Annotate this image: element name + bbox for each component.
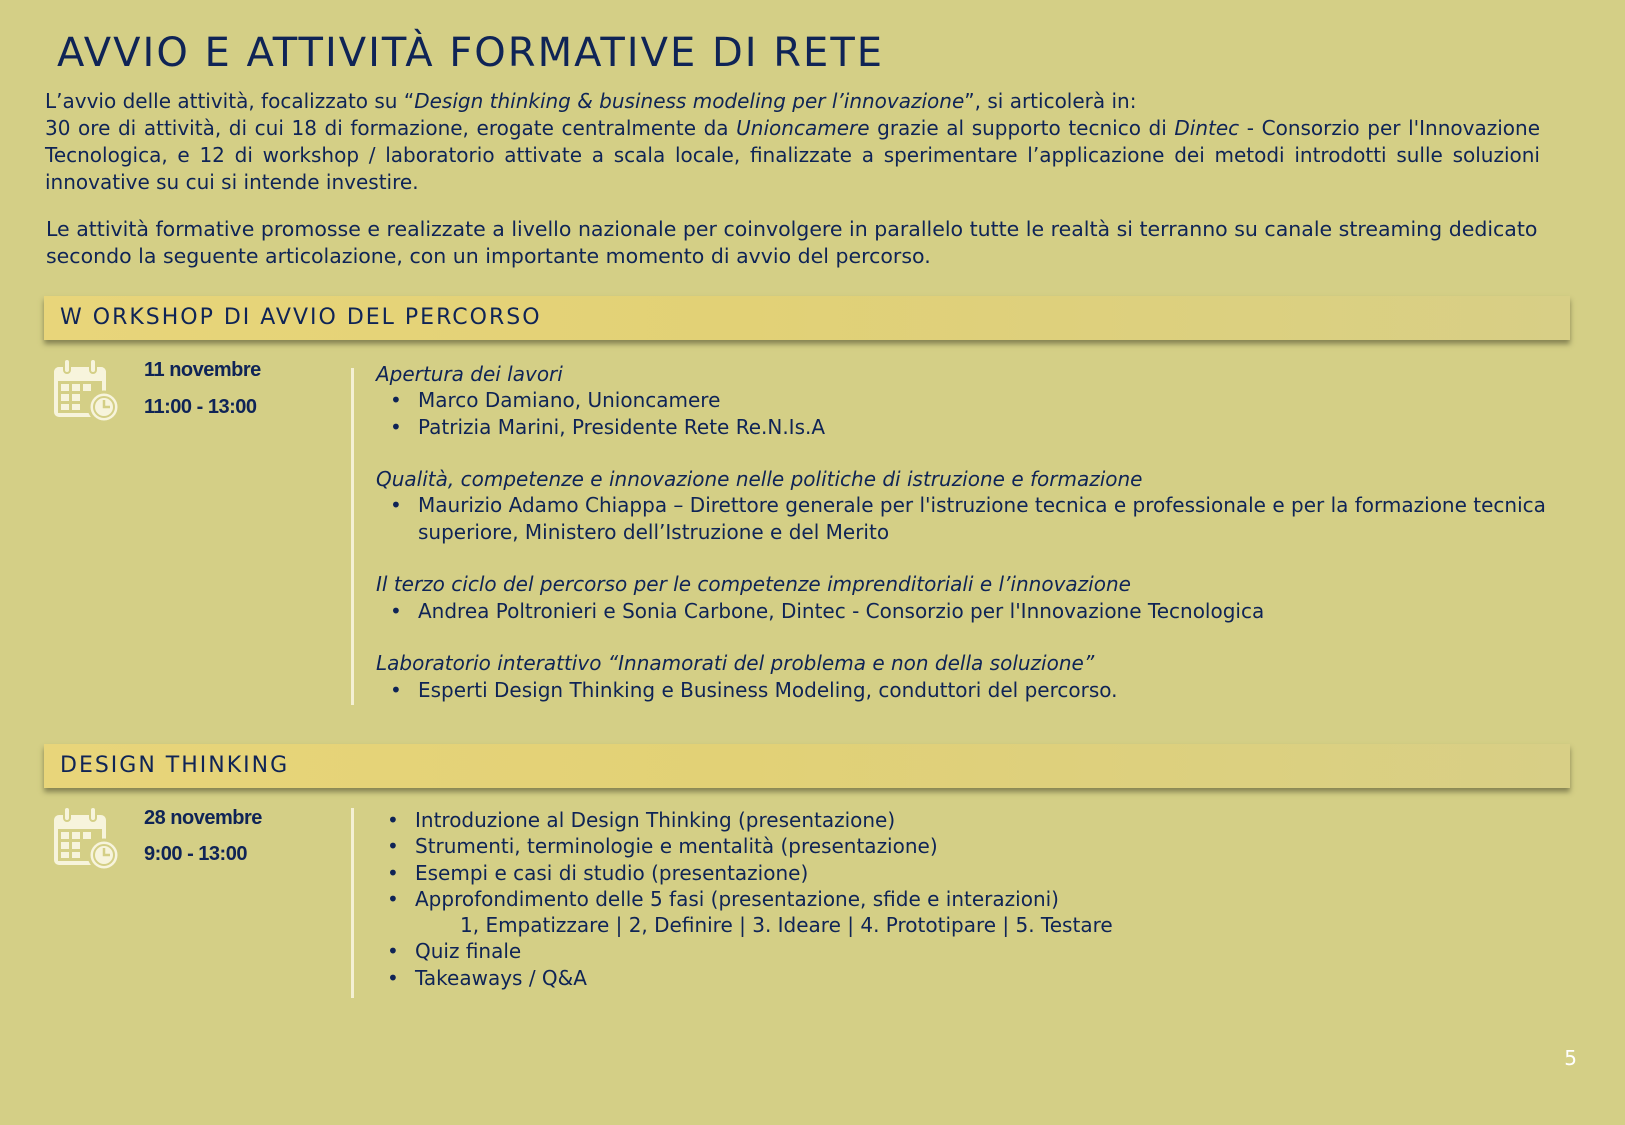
- intro-text: [45, 88, 1540, 196]
- list-item: • Quiz finale: [373, 938, 1113, 964]
- list-item: [376, 492, 1546, 545]
- section-heading: DESIGN THINKING: [60, 753, 290, 778]
- agenda-block-list: [376, 677, 1546, 703]
- divider-line: [351, 368, 354, 705]
- list-item: • Patrizia Marini, Presidente Rete Re.N.Is.A: [376, 414, 1546, 440]
- intro-line: [45, 88, 1540, 115]
- intro-paragraph-part: 30 ore di attività, di cui 18 di formazione, erogate centralmente da: [45, 116, 737, 140]
- intro-paragraph-emphasis: Unioncamere: [736, 116, 870, 140]
- session-date: 11 novembre: [144, 359, 261, 381]
- list-item-text: Maurizio Adamo Chiappa – Direttore generale per l'istruzione tecnica e professionale e per la formazione tecnica: [418, 493, 1546, 518]
- session-date: 28 novembre: [144, 807, 262, 829]
- divider-line: [351, 808, 354, 998]
- calendar-clock-icon: [52, 357, 122, 425]
- agenda-block-list: [376, 492, 1546, 545]
- agenda-block-list: [376, 598, 1546, 624]
- design-thinking-agenda: [373, 807, 1113, 991]
- list-item-text: superiore, Ministero dell’Istruzione e del Merito: [418, 519, 890, 544]
- agenda-block-list: [376, 387, 1546, 440]
- intro-line-emphasis: Design thinking & business modeling per l’innovazione: [414, 89, 965, 113]
- agenda-list: [373, 807, 1113, 912]
- intro-line-part: L’avvio delle attività, focalizzato su “: [45, 89, 415, 113]
- list-item: • Andrea Poltronieri e Sonia Carbone, Dintec - Consorzio per l'Innovazione Tecnologica: [376, 598, 1546, 624]
- intro-paragraph: [45, 115, 1540, 196]
- agenda-block-title: Laboratorio interattivo “Innamorati del problema e non della soluzione”: [376, 651, 1095, 676]
- list-item: • Approfondimento delle 5 fasi (presentazione, sfide e interazioni): [373, 886, 1113, 912]
- list-item: • Introduzione al Design Thinking (presentazione): [373, 807, 1113, 833]
- page-number: 5: [1564, 1046, 1577, 1070]
- session-time: 9:00 - 13:00: [144, 843, 247, 865]
- page-title: AVVIO E ATTIVITÀ FORMATIVE DI RETE: [57, 30, 885, 76]
- phases-line: 1, Empatizzare | 2, Definire | 3. Ideare | 4. Prototipare | 5. Testare: [460, 913, 1113, 938]
- agenda-list: [373, 938, 1113, 991]
- intro-paragraph-emphasis: Dintec: [1174, 116, 1240, 140]
- intro-paragraph-part: grazie al supporto tecnico di: [869, 116, 1175, 140]
- section-heading: W ORKSHOP DI AVVIO DEL PERCORSO: [60, 305, 542, 330]
- intro-paragraph-part: - Consorzio per l'Innovazione Tecnologica, e 12 di workshop / laboratorio attivate a scala locale, finalizzate a sperimentare l’applicazione dei metodi introdotti sulle soluzioni innovative su cui si intende investire.: [45, 116, 1540, 194]
- streaming-paragraph: Le attività formative promosse e realizzate a livello nazionale per coinvolgere in parallelo tutte le realtà si terranno su canale streaming dedicato secondo la seguente articolazione, con un importante momento di avvio del percorso.: [46, 217, 1538, 268]
- list-item: • Marco Damiano, Unioncamere: [376, 387, 1546, 413]
- agenda-block-title: Apertura dei lavori: [376, 362, 563, 386]
- section-header-workshop: [44, 296, 1570, 340]
- agenda-block-title: Qualità, competenze e innovazione nelle politiche di istruzione e formazione: [376, 467, 1143, 492]
- section-header-design-thinking: [44, 744, 1570, 788]
- session-time: 11:00 - 13:00: [144, 396, 257, 418]
- list-item: • Esperti Design Thinking e Business Modeling, conduttori del percorso.: [376, 677, 1546, 703]
- calendar-clock-icon: [52, 805, 122, 873]
- intro-line-part: ”, si articolerà in:: [964, 89, 1137, 113]
- agenda-block-title: Il terzo ciclo del percorso per le competenze imprenditoriali e l’innovazione: [376, 572, 1131, 597]
- list-item: • Esempi e casi di studio (presentazione): [373, 860, 1113, 886]
- list-item: • Strumenti, terminologie e mentalità (presentazione): [373, 833, 1113, 859]
- workshop-agenda: [376, 361, 1546, 703]
- list-item: • Takeaways / Q&A: [373, 965, 1113, 991]
